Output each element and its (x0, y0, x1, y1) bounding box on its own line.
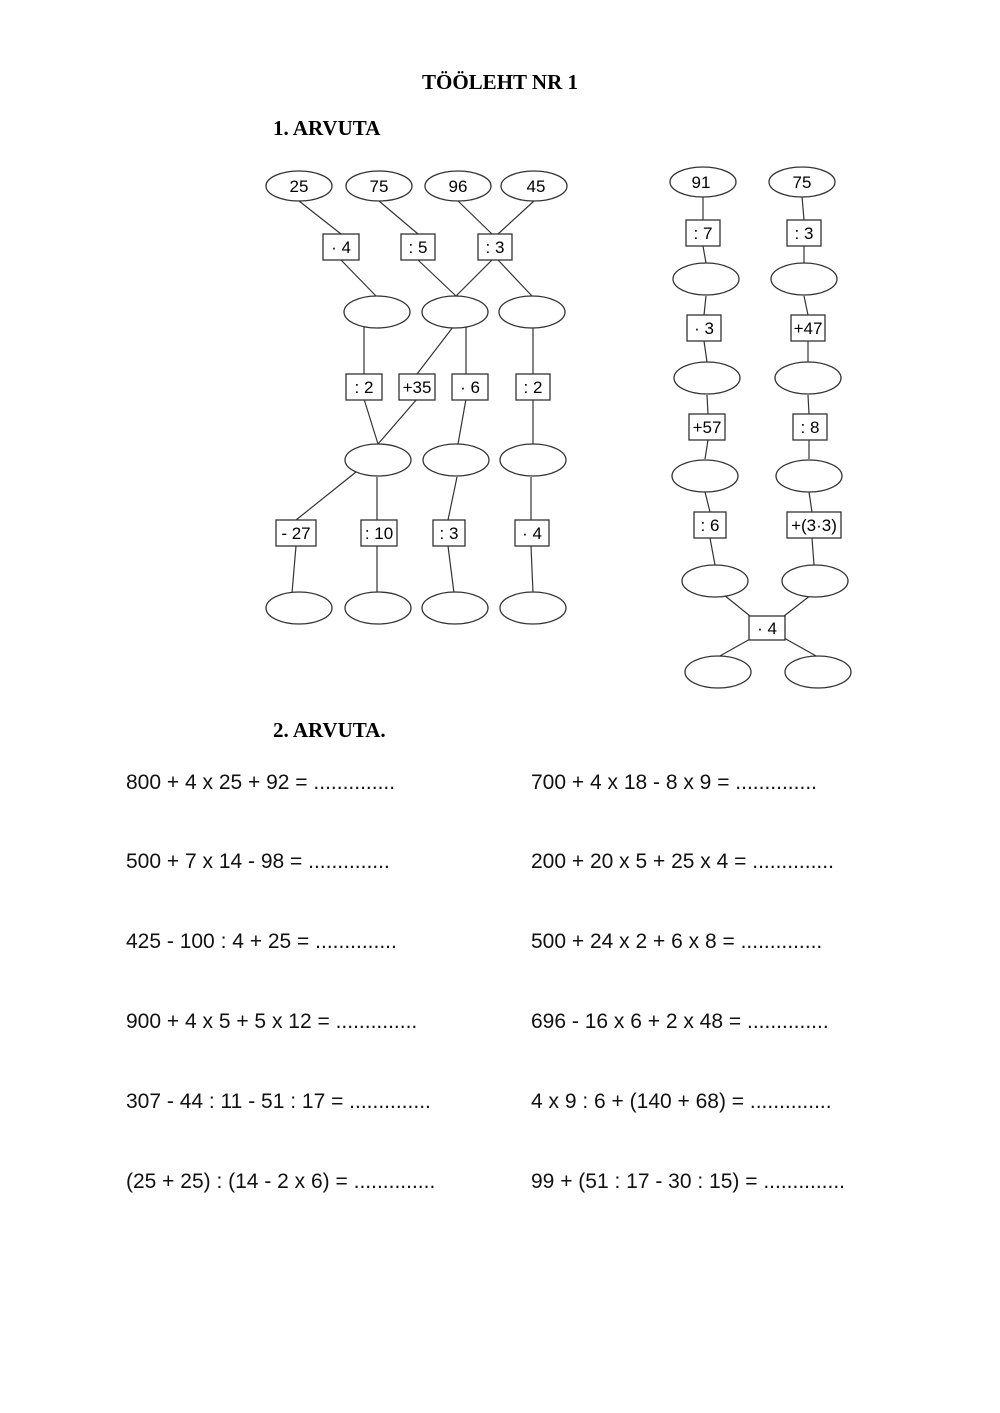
operation-label: : 2 (354, 378, 374, 397)
expression-right-2[interactable]: 200 + 20 x 5 + 25 x 4 = .............. (531, 850, 834, 873)
expression-left-1[interactable]: 800 + 4 x 25 + 92 = .............. (126, 771, 396, 794)
operation-label: · 4 (522, 524, 542, 543)
answer-oval[interactable] (500, 592, 566, 624)
operation-label: : 3 (439, 524, 459, 543)
start-value: 96 (448, 177, 468, 196)
start-value: 75 (792, 173, 812, 192)
calculation-tree-diagram (0, 0, 1000, 700)
answer-oval[interactable] (499, 296, 565, 328)
answer-oval[interactable] (345, 592, 411, 624)
answer-oval[interactable] (674, 362, 740, 394)
operation-label: : 2 (523, 378, 543, 397)
expression-right-5[interactable]: 4 x 9 : 6 + (140 + 68) = .............. (531, 1090, 832, 1113)
operation-label: - 27 (281, 524, 311, 543)
start-value: 75 (369, 177, 389, 196)
answer-oval[interactable] (682, 565, 748, 597)
expression-left-5[interactable]: 307 - 44 : 11 - 51 : 17 = .............. (126, 1090, 431, 1113)
operation-boxes (276, 220, 841, 640)
start-value: 45 (526, 177, 546, 196)
answer-oval[interactable] (266, 592, 332, 624)
expression-left-4[interactable]: 900 + 4 x 5 + 5 x 12 = .............. (126, 1010, 418, 1033)
start-value: 91 (691, 173, 711, 192)
answer-oval[interactable] (422, 592, 488, 624)
expression-left-3[interactable]: 425 - 100 : 4 + 25 = .............. (126, 930, 397, 953)
operation-label: : 3 (794, 224, 814, 243)
answer-oval[interactable] (344, 296, 410, 328)
operation-label: : 3 (485, 238, 505, 257)
expression-right-3[interactable]: 500 + 24 x 2 + 6 x 8 = .............. (531, 930, 823, 953)
task2-heading: 2. ARVUTA. (273, 718, 386, 742)
start-value: 25 (289, 177, 309, 196)
answer-oval[interactable] (423, 444, 489, 476)
answer-oval[interactable] (776, 460, 842, 492)
answer-oval[interactable] (782, 565, 848, 597)
expression-right-6[interactable]: 99 + (51 : 17 - 30 : 15) = .............. (531, 1170, 845, 1193)
page-title: TÖÖLEHT NR 1 (422, 70, 578, 94)
answer-oval[interactable] (775, 362, 841, 394)
answer-oval[interactable] (673, 263, 739, 295)
task1-heading: 1. ARVUTA (273, 116, 381, 140)
answer-oval[interactable] (785, 656, 851, 688)
answer-oval[interactable] (422, 296, 488, 328)
answer-oval[interactable] (500, 444, 566, 476)
expression-right-4[interactable]: 696 - 16 x 6 + 2 x 48 = .............. (531, 1010, 829, 1033)
operation-label: · 6 (460, 378, 480, 397)
operation-label: · 4 (757, 619, 777, 638)
expression-right-1[interactable]: 700 + 4 x 18 - 8 x 9 = .............. (531, 771, 817, 794)
expression-left-6[interactable]: (25 + 25) : (14 - 2 x 6) = .............. (126, 1170, 436, 1193)
operation-label: · 3 (694, 319, 714, 338)
expression-left-2[interactable]: 500 + 7 x 14 - 98 = .............. (126, 850, 390, 873)
answer-oval[interactable] (345, 444, 411, 476)
operation-label: +47 (793, 319, 823, 338)
answer-oval[interactable] (672, 460, 738, 492)
answer-oval[interactable] (771, 263, 837, 295)
operation-label: : 8 (800, 418, 820, 437)
operation-label: +57 (692, 418, 722, 437)
operation-label: : 5 (408, 238, 428, 257)
operation-label: +(3·3) (791, 516, 837, 535)
operation-label: : 10 (364, 524, 394, 543)
operation-label: · 4 (331, 238, 351, 257)
answer-oval[interactable] (685, 656, 751, 688)
operation-label: : 6 (700, 516, 720, 535)
operation-label: +35 (402, 378, 432, 397)
operation-label: : 7 (693, 224, 713, 243)
